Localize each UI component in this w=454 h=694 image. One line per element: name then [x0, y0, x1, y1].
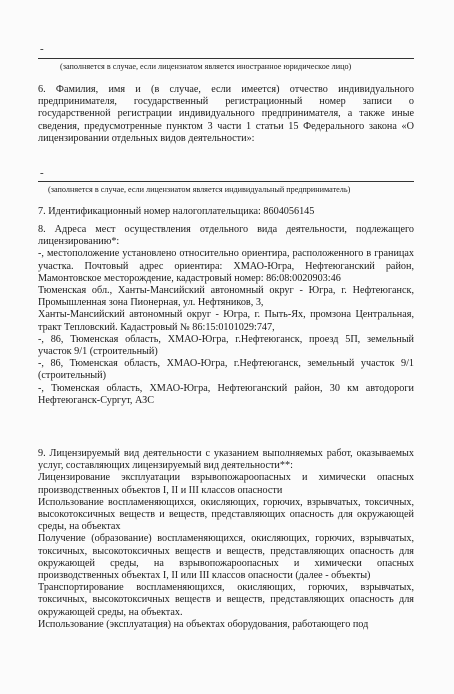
section-9-activities: [38, 448, 414, 631]
top-dash: -: [40, 43, 44, 55]
address-item: Тюменская обл., Ханты-Мансийский автономный округ - Югра, г. Нефтеюганск, Промышленная зона Пионерная, ул. Нефтяников, 3,: [38, 285, 414, 309]
activity-item: Использование воспламеняющихся, окисляющих, горючих, взрывчатых, токсичных, высокотоксичных веществ и веществ, представляющих опасность для окружающей среды, на объектах: [38, 496, 414, 533]
top-caption: (заполняется в случае, если лицензиатом является иностранное юридическое лицо): [60, 62, 352, 71]
section-8-heading: 8. Адреса мест осуществления отдельного вида деятельности, подлежащего лицензированию*:: [38, 224, 414, 248]
activity-item: Получение (образование) воспламеняющихся, окисляющих, горючих, взрывчатых, токсичных, высокотоксичных веществ и веществ, представляющих опасность для окружающей среды, на взрывопожароопасных и химически опасных производственных объектах I, II или III классов опасности (далее - объекты): [38, 533, 414, 582]
address-item: -, 86, Тюменская область, ХМАО-Югра, г.Нефтеюганск, земельный участок 9/1 (строительный): [38, 358, 414, 382]
activity-item: Транспортирование воспламеняющихся, окисляющих, горючих, взрывчатых, токсичных, высокотоксичных веществ и веществ, представляющих опасность для окружающей среды, на объектах.: [38, 582, 414, 618]
address-item: -, Тюменская область, ХМАО-Югра, Нефтеюганский район, 30 км автодороги Нефтеюганск-Сургут, АЗС: [38, 382, 414, 406]
section-9-heading: 9. Лицензируемый вид деятельности с указанием выполняемых работ, оказываемых услуг, составляющих лицензируемый вид деятельности**:: [38, 448, 414, 472]
activity-item: Использование (эксплуатация) на объектах оборудования, работающего под: [38, 618, 369, 630]
top-rule: [38, 58, 414, 59]
section-6-rule: [38, 181, 414, 182]
section-6-dash: -: [40, 167, 44, 179]
section-8-addresses: [38, 224, 414, 407]
address-item: -, местоположение установлено относительно ориентира, расположенного в границах участка. Почтовый адрес ориентира: ХМАО-Югра, Нефтеюганский район, Мамонтовское месторождение, кадастровый номер: 86:08:0020903:46: [38, 248, 414, 284]
address-item: -, 86, Тюменская область, ХМАО-Югра, г.Нефтеюганск, проезд 5П, земельный участок 9/1 (строительный): [38, 333, 414, 358]
activity-item: Лицензирование эксплуатации взрывопожароопасных и химически опасных производственных объектов I, II и III классов опасности: [38, 472, 414, 496]
address-item: Ханты-Мансийский автономный округ - Югра, г. Пыть-Ях, промзона Центральная, тракт Тепловский. Кадастровый № 86:15:0101029:747,: [38, 309, 414, 333]
section-7-inn: 7. Идентификационный номер налогоплательщика: 8604056145: [38, 206, 315, 217]
section-6-text: 6. Фамилия, имя и (в случае, если имеется) отчество индивидуального предпринимателя, государственный регистрационный номер записи о государственной регистрации индивидуального предпринимателя, а также иные сведения, предусмотренные пунктом 3 части 1 статьи 15 Федерального закона «О лицензировании отдельных видов деятельности»:: [38, 84, 414, 144]
section-6-caption: (заполняется в случае, если лицензиатом является индивидуальный предприниматель): [48, 185, 351, 194]
